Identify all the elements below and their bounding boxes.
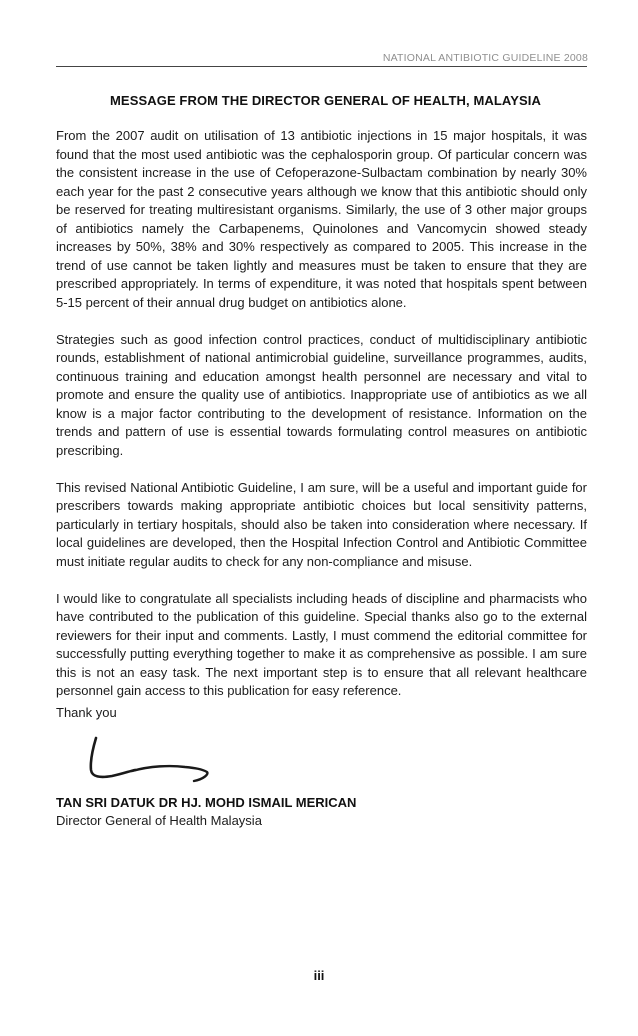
page-title: MESSAGE FROM THE DIRECTOR GENERAL OF HEALTH, MALAYSIA: [110, 93, 541, 108]
signature-image: [80, 734, 220, 786]
signatory-name: TAN SRI DATUK DR HJ. MOHD ISMAIL MERICAN: [56, 795, 357, 810]
paragraph-audit-findings: From the 2007 audit on utilisation of 13 antibiotic injections in 15 major hospitals, it was found that the most used antibiotic was the cephalosporin group. Of particular concern was the consistent increase in the use of Cefoperazone-Sulbactam combination by nearly 30% each year for the past 2 consecutive years although we know that this antibiotic should only be reserved for treating multiresistant organisms. Similarly, the use of 3 other major groups of antibiotics namely the Carbapenems, Quinolones and Vancomycin showed steady increases by 50%, 38% and 30% respectively as compared to 2005. This increase in the trend of use cannot be taken lightly and measures must be taken to ensure that they are prescribed appropriately. In terms of expenditure, it was noted that hospitals spent between 5-15 percent of their annual drug budget on antibiotics alone.: [56, 128, 587, 310]
signatory-title: Director General of Health Malaysia: [56, 813, 262, 828]
header-rule: [56, 66, 587, 67]
paragraph-guideline-use: This revised National Antibiotic Guideline, I am sure, will be a useful and important guide for prescribers towards making appropriate antibiotic choices but local sensitivity patterns, particularly in tertiary hospitals, should also be taken into consideration where necessary. If local guidelines are developed, then the Hospital Infection Control and Antibiotic Committee must initiate regular audits to check for any non-compliance and misuse.: [56, 479, 587, 569]
message-body: [56, 127, 587, 719]
paragraph-acknowledgements: I would like to congratulate all specialists including heads of discipline and pharmacists who have contributed to the publication of this guideline. Special thanks also go to the external reviewers for their input and comments. Lastly, I must commend the editorial committee for successfully putting everything together to make it as comprehensive as possible. I am sure this is not an easy task. The next important step is to ensure that all relevant healthcare personnel gain access to this publication for easy reference.: [56, 590, 587, 698]
running-header: NATIONAL ANTIBIOTIC GUIDELINE 2008: [382, 52, 588, 64]
closing-thank-you: Thank you: [56, 705, 117, 720]
paragraph-strategies: Strategies such as good infection control practices, conduct of multidisciplinary antibiotic rounds, establishment of national antimicrobial guideline, surveillance programmes, audits, continuous training and education amongst health personnel are necessary and vital to promote and ensure the quality use of antibiotics. Inappropriate use of antibiotics as we all know is a major factor contributing to the development of resistance. Information on the trends and pattern of use is essential towards formulating control measures on antibiotic prescribing.: [56, 331, 587, 458]
page-number: iii: [313, 968, 325, 983]
